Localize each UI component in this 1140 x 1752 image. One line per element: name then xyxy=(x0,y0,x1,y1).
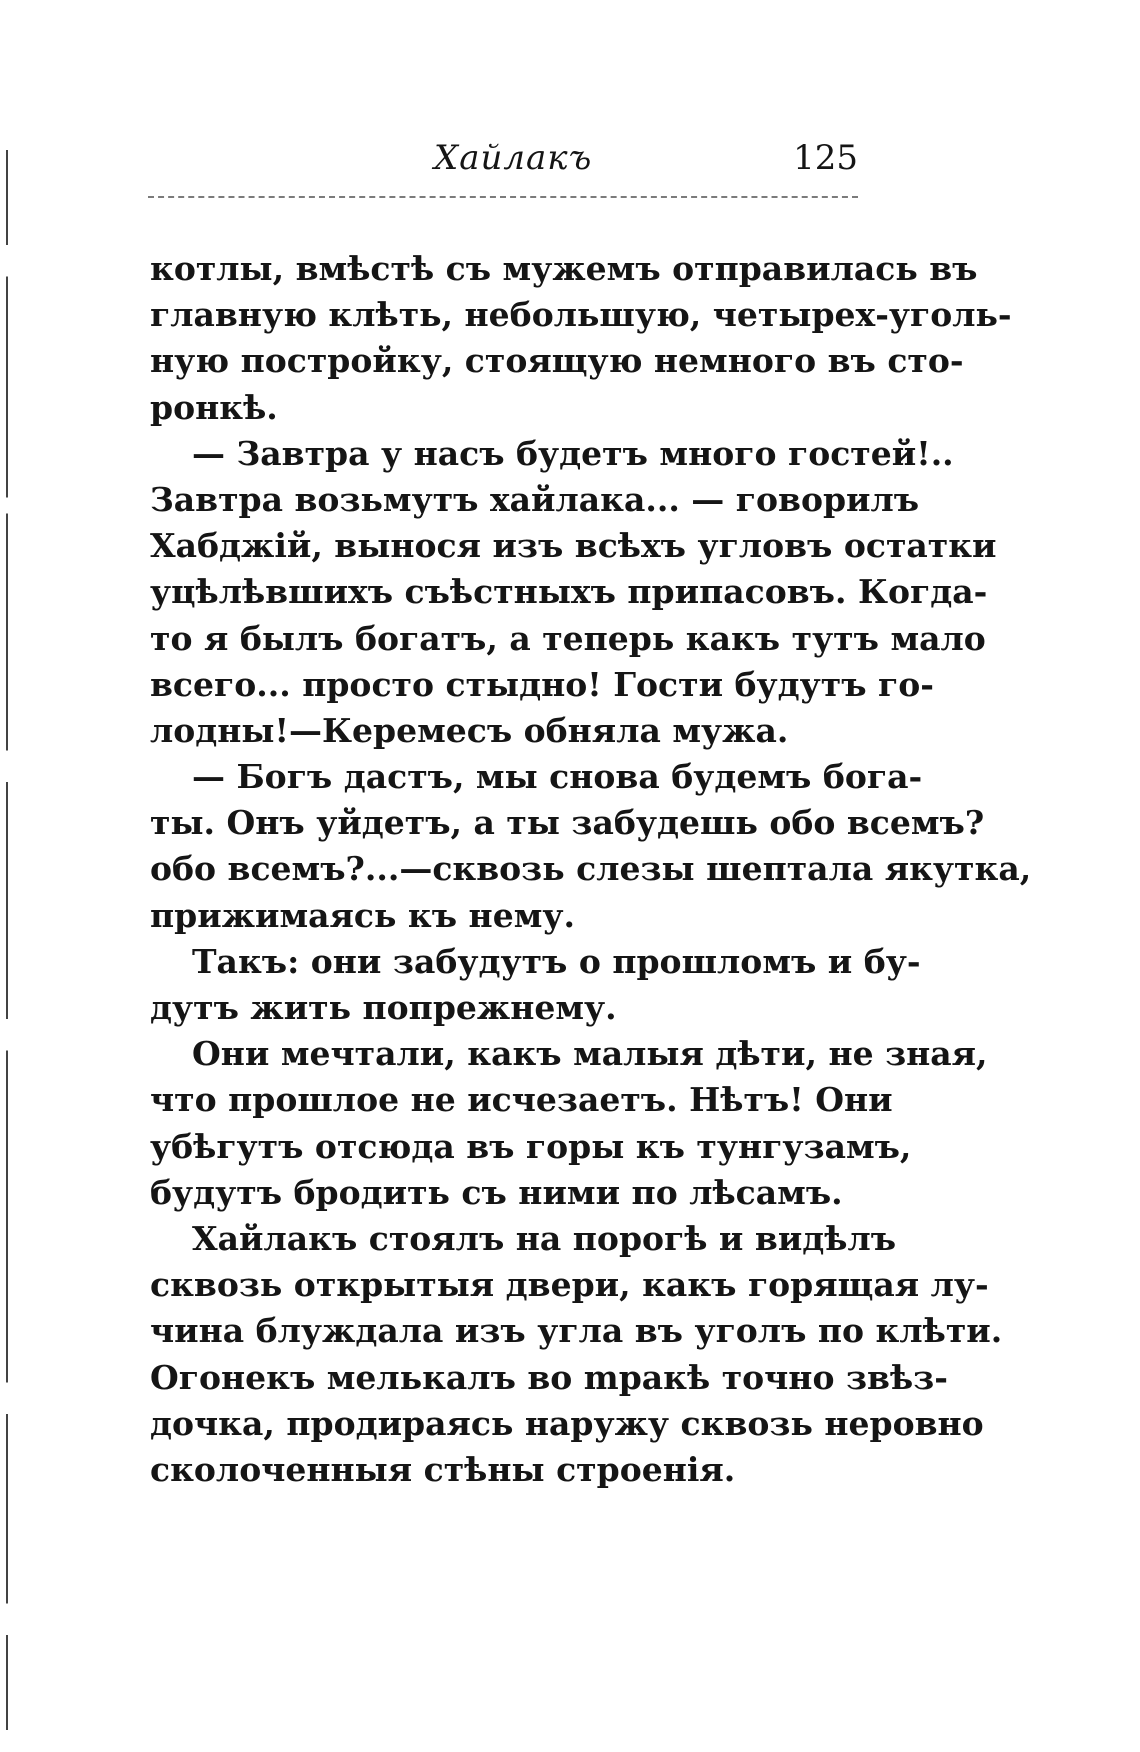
text-line: то я былъ богатъ, а теперь какъ тутъ мало xyxy=(150,618,986,658)
text-line: что прошлое не исчезаетъ. Нѣтъ! Они xyxy=(150,1080,893,1120)
text-line: Огонекъ мелькалъ во mракѣ точно звѣз- xyxy=(150,1357,948,1397)
text-line: Завтра возьмутъ хайлака... — говорилъ xyxy=(150,479,920,519)
text-line: — Богъ дастъ, мы снова будемъ бога- xyxy=(192,757,923,797)
running-title: Хайлакъ xyxy=(434,138,593,178)
text-line: ты. Онъ уйдетъ, а ты забудешь обо всемъ? xyxy=(150,803,985,843)
text-line: лодны!—Керемесъ обняла мужа. xyxy=(150,710,789,750)
text-line: прижимаясь къ нему. xyxy=(150,895,575,935)
text-line: чина блуждала изъ угла въ уголъ по клѣти. xyxy=(150,1311,1003,1351)
page-header xyxy=(148,138,862,188)
text-line: всего... просто стыдно! Гости будутъ го- xyxy=(150,664,934,704)
text-line: обо всемъ?...—сквозь слезы шептала якутка, xyxy=(150,849,1032,889)
text-line: сколоченныя стѣны строенія. xyxy=(150,1449,736,1489)
text-line: будутъ бродить съ ними по лѣсамъ. xyxy=(150,1172,843,1212)
text-line: убѣгутъ отсюда въ горы къ тунгузамъ, xyxy=(150,1126,912,1166)
header-divider xyxy=(148,196,858,198)
body-text xyxy=(150,246,1032,1493)
text-line: сквозь открытыя двери, какъ горящая лу- xyxy=(150,1265,989,1305)
text-line: дутъ жить попрежнему. xyxy=(150,988,617,1027)
text-line: котлы, вмѣстѣ съ мужемъ отправилась въ xyxy=(150,249,978,288)
text-line: Хабджій, вынося изъ всѣхъ угловъ остатки xyxy=(150,526,997,566)
page-binding-edge xyxy=(6,150,8,1730)
text-line: Такъ: они забудутъ о прошломъ и бу- xyxy=(192,941,921,981)
text-line: Они мечтали, какъ малыя дѣти, не зная, xyxy=(192,1034,988,1074)
text-line: ронкѣ. xyxy=(150,387,278,427)
page-number: 125 xyxy=(793,138,858,178)
text-line: Хайлакъ стоялъ на порогѣ и видѣлъ xyxy=(192,1218,897,1258)
text-line: — Завтра у насъ будетъ много гостей!.. xyxy=(192,433,954,473)
text-line: уцѣлѣвшихъ съѣстныхъ припасовъ. Когда- xyxy=(150,572,988,612)
text-line: ную постройку, стоящую немного въ сто- xyxy=(150,341,964,381)
text-line: главную клѣть, небольшую, четырех-уголь- xyxy=(150,295,1012,335)
text-line: дочка, продираясь наружу сквозь неровно xyxy=(150,1403,984,1443)
